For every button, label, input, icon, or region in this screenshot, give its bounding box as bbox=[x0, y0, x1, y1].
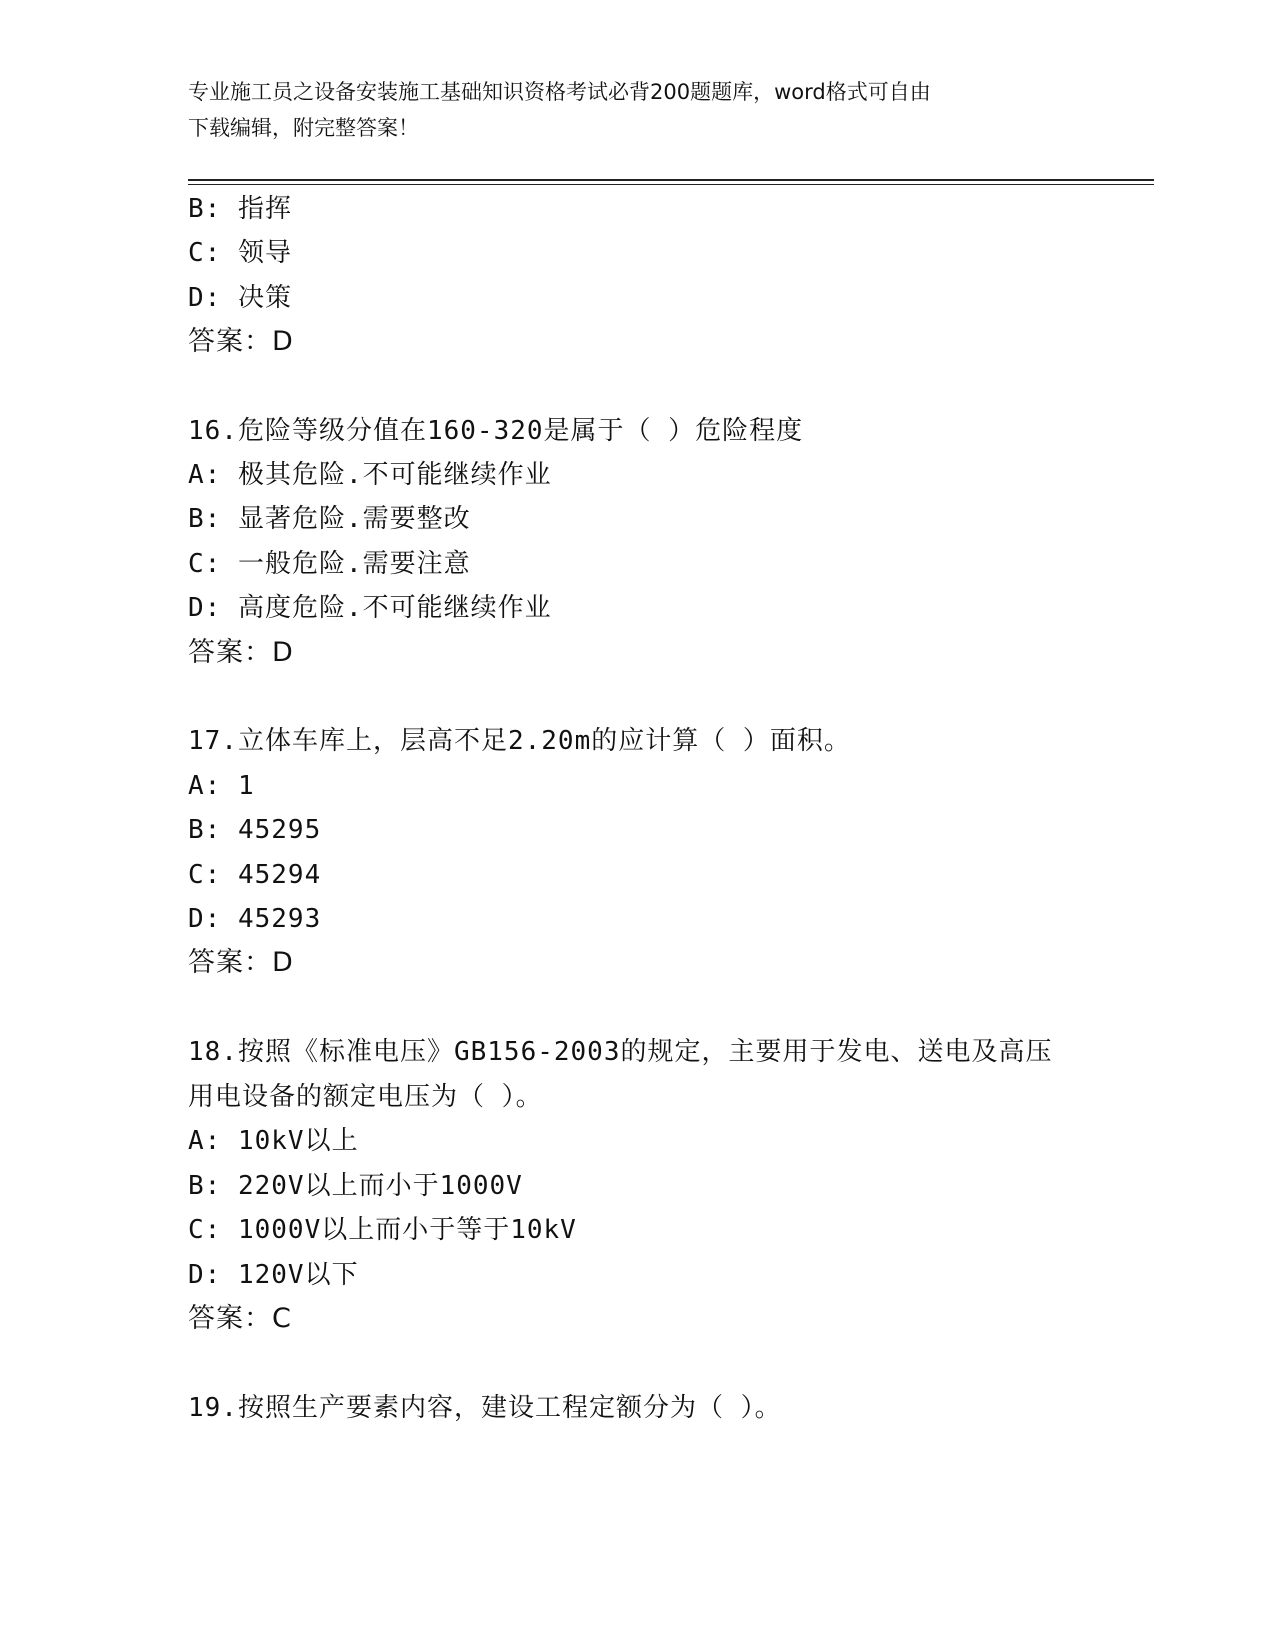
q18-answer: 答案：C bbox=[188, 1303, 292, 1334]
q17-answer: 答案：D bbox=[188, 947, 294, 978]
header-divider-thin bbox=[188, 184, 1154, 185]
q16-option-c: C: 一般危险.需要注意 bbox=[188, 549, 471, 579]
q18-option-d: D: 120V以下 bbox=[188, 1260, 359, 1290]
q17-option-c: C: 45294 bbox=[188, 860, 322, 890]
q16-question: 16.危险等级分值在160-320是属于（ ）危险程度 bbox=[188, 416, 804, 446]
q15-option-b: B: 指挥 bbox=[188, 194, 292, 224]
q15-answer: 答案：D bbox=[188, 326, 294, 357]
q15-option-d: D: 决策 bbox=[188, 283, 292, 313]
q17-question: 17.立体车库上，层高不足2.20m的应计算（ ）面积。 bbox=[188, 726, 851, 756]
q18-option-c: C: 1000V以上而小于等于10kV bbox=[188, 1215, 577, 1245]
q16-answer: 答案：D bbox=[188, 637, 294, 668]
q18-question-line-1: 18.按照《标准电压》GB156-2003的规定，主要用于发电、送电及高压 bbox=[188, 1037, 1053, 1067]
q16-option-d: D: 高度危险.不可能继续作业 bbox=[188, 593, 552, 623]
q17-option-a: A: 1 bbox=[188, 771, 255, 801]
q16-option-b: B: 显著危险.需要整改 bbox=[188, 504, 471, 534]
q18-option-a: A: 10kV以上 bbox=[188, 1126, 359, 1156]
header-divider-thick bbox=[188, 179, 1154, 181]
q17-option-b: B: 45295 bbox=[188, 815, 322, 845]
header-title-line-2: 下载编辑，附完整答案！ bbox=[188, 116, 419, 140]
document-header bbox=[188, 74, 1088, 146]
q18-option-b: B: 220V以上而小于1000V bbox=[188, 1171, 523, 1201]
header-title-line-1: 专业施工员之设备安装施工基础知识资格考试必背200题题库，word格式可自由 bbox=[188, 80, 931, 104]
q18-question-line-2: 用电设备的额定电压为（ ）。 bbox=[188, 1082, 543, 1112]
q17-option-d: D: 45293 bbox=[188, 904, 322, 934]
q15-option-c: C: 领导 bbox=[188, 238, 292, 268]
q16-option-a: A: 极其危险.不可能继续作业 bbox=[188, 460, 552, 490]
q19-question: 19.按照生产要素内容，建设工程定额分为（ ）。 bbox=[188, 1393, 782, 1423]
